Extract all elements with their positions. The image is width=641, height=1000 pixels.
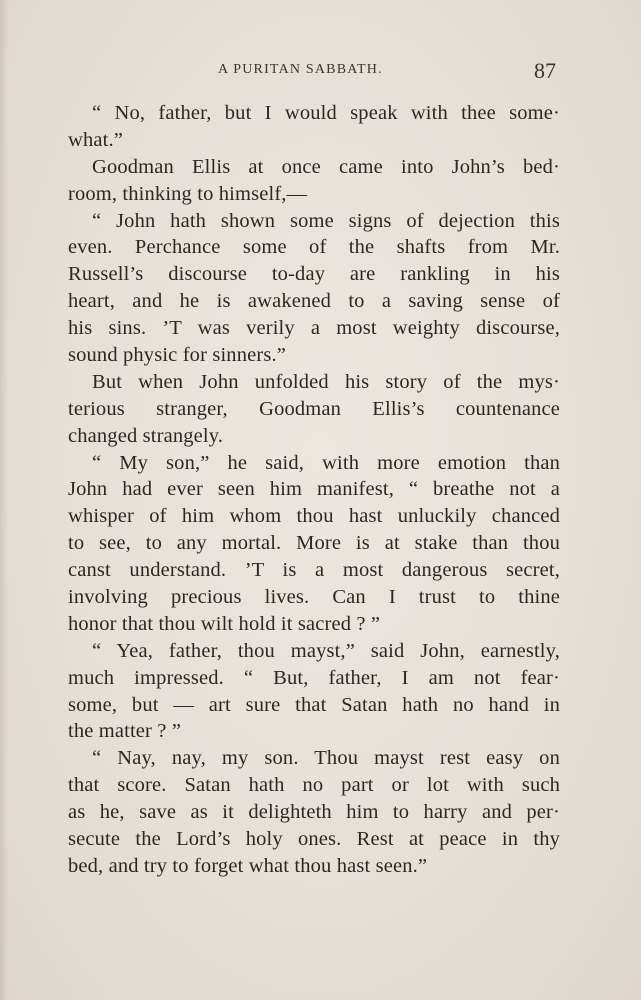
text-line: some, but — art sure that Satan hath no hand in	[68, 693, 560, 716]
text-line: the matter ? ”	[68, 720, 182, 743]
text-line: But when John unfolded his story of the mys·	[92, 370, 560, 393]
text-line: whisper of him whom thou hast unluckily chanced	[68, 505, 560, 528]
text-line: honor that thou wilt hold it sacred ? ”	[68, 612, 381, 635]
page-number: 87	[534, 58, 556, 83]
running-title: A PURITAN SABBATH.	[218, 62, 383, 77]
text-line: sound physic for sinners.”	[68, 344, 286, 367]
text-line: terious stranger, Goodman Ellis’s countenance	[68, 397, 560, 420]
text-line: “ Yea, father, thou mayst,” said John, earnestly,	[92, 639, 560, 662]
text-line: to see, to any mortal. More is at stake than thou	[68, 532, 560, 555]
text-line: “ No, father, but I would speak with thee some·	[92, 102, 560, 124]
text-line: “ My son,” he said, with more emotion than	[92, 451, 560, 474]
text-line: his sins. ’T was verily a most weighty discourse,	[68, 317, 560, 340]
text-line: changed strangely.	[68, 424, 224, 447]
text-line: what.”	[68, 128, 123, 151]
text-line: Goodman Ellis at once came into John’s bed·	[92, 155, 560, 178]
text-line: “ John hath shown some signs of dejection this	[92, 209, 560, 232]
text-line: bed, and try to forget what thou hast seen.”	[68, 854, 428, 877]
text-line: room, thinking to himself,—	[68, 182, 308, 205]
body-text	[68, 100, 560, 880]
text-line: heart, and he is awakened to a saving sense of	[68, 290, 560, 313]
text-line: much impressed. “ But, father, I am not fear·	[68, 666, 560, 689]
text-line: as he, save as it delighteth him to harry and per·	[68, 801, 560, 824]
running-head	[0, 58, 641, 88]
text-line: John had ever seen him manifest, “ breathe not a	[68, 478, 560, 501]
text-line: even. Perchance some of the shafts from Mr.	[68, 236, 560, 259]
text-line: “ Nay, nay, my son. Thou mayst rest easy on	[92, 747, 560, 770]
page-gutter-shadow	[0, 0, 8, 1000]
text-line: canst understand. ’T is a most dangerous secret,	[68, 559, 560, 582]
text-line: involving precious lives. Can I trust to thine	[68, 586, 560, 609]
text-line: secute the Lord’s holy ones. Rest at peace in thy	[68, 828, 560, 851]
text-line: Russell’s discourse to-day are rankling in his	[68, 263, 560, 286]
text-line: that score. Satan hath no part or lot with such	[68, 774, 560, 797]
